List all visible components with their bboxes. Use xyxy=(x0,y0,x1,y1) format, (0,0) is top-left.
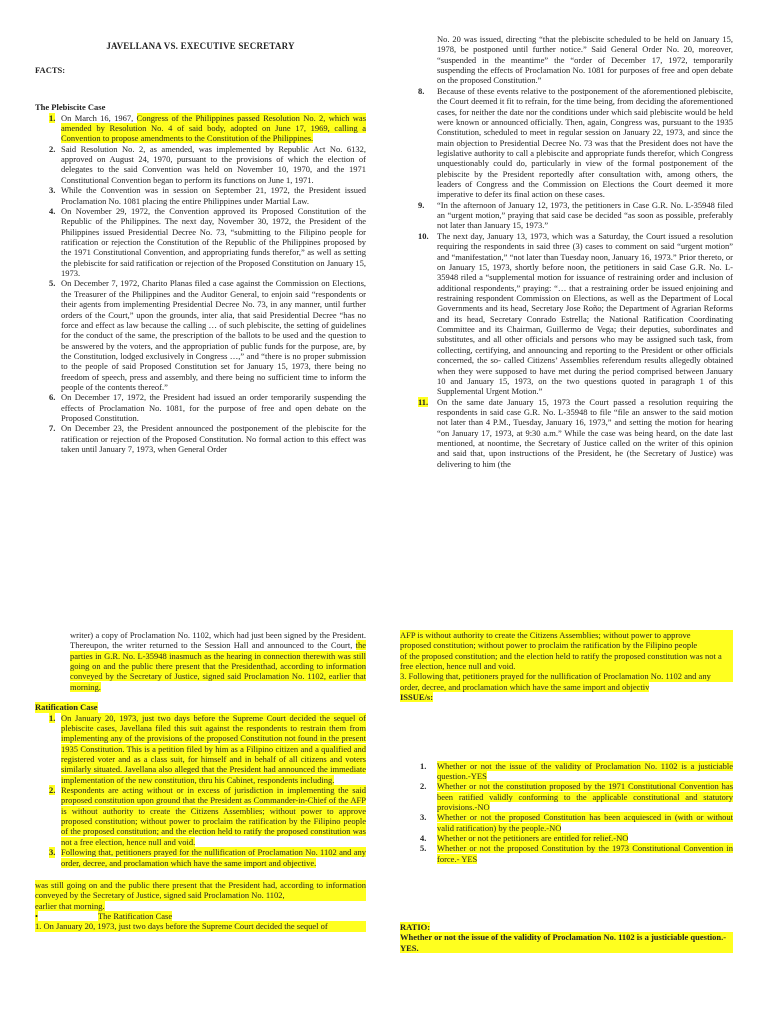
ratification-items-list xyxy=(35,713,366,868)
page2-right-column xyxy=(400,630,733,953)
item-text: Whether or not the constitution proposed by the 1971 Constitutional Convention has been ratified validly conforming to the applicable constitutional and statutory provisions.-NO xyxy=(437,781,733,812)
item-number: 6. xyxy=(49,392,56,403)
issues-list xyxy=(400,761,733,865)
list-item xyxy=(400,812,733,833)
item-text: On January 20, 1973, just two days before the Supreme Court decided the sequel of plebiscite cases, Javellana filed this suit against the respondents to restrain them from implementing any of the provisions of the proposed Constitution not found in the present 1935 Constitution. This is a petition filed by him as a Filipino citizen and a qualified and registered voter and as a class suit, for himself and in behalf of all citizens and voters similarly situated. Javellana also alleged that the President had announced the immediate implementation of the new constitution, thru his Cabinet, respondents including. xyxy=(61,712,366,785)
item-text: On March 16, 1967, xyxy=(61,112,137,123)
continuation-paragraph: No. 20 was issued, directing “that the plebiscite scheduled to be held on January 15, 1978, be postponed until further notice.” Said General Order No. 20, moreover, “suspended in the meantime” the “order of December 17, 1972, temporarily suspending the effects of Proclamation No. 1081 for purposes of free and open debate on the proposed Constitution.” xyxy=(437,34,733,86)
item-text: Whether or not the issue of the validity of Proclamation No. 1102 is a justiciable question.-YES xyxy=(437,760,733,781)
plebiscite-heading: The Plebiscite Case xyxy=(35,102,106,113)
item-number: 3. xyxy=(49,185,56,196)
pasted-line: AFP is without authority to create the Citizens Assemblies; without power to approve xyxy=(400,630,733,640)
item-text: Respondents are acting without or in excess of jurisdiction in implementing the said proposed constitution upon ground that the President as Commander-in-Chief of the AFP is without authority to create the Citizens Assemblies; without power to approve proposed constitution; without power to proclaim the ratification by the Filipino people of the proposed constitution; and the election held to ratify the proposed constitution was not a free election, hence null and void. xyxy=(61,785,366,847)
item-text: On December 7, 1972, Charito Planas filed a case against the Commission on Elections, the Treasurer of the Philippines and the Auditor General, to enjoin said “respondents or their agents from implementing Presidential Decree No. 73, in any manner, until further orders of the Court,” upon the grounds, inter alia, that said Presidential Decree “has no force and effect as law because the calling … of such plebiscite, the setting of guidelines for the conduct of the same, the prescription of the ballots to be used and the question to be answered by the voters, and the appropriation of public funds for the purpose, are, by the Constitution, lodged exclusively in Congress …,” and “there is no proper submission to the people of said Proposed Constitution set for January 15, 1973, there being no freedom of speech, press and assembly, and there being no sufficient time to inform the people of the contents thereof.” xyxy=(61,278,366,393)
item-number: 10. xyxy=(418,230,429,241)
plebiscite-items-list-continued xyxy=(400,86,733,469)
continuation-paragraph xyxy=(35,630,366,692)
item-text: The next day, January 13, 1973, which was a Saturday, the Court issued a resolution requiring the respondents in said three (3) cases to comment on said “urgent motion” and “manifestation,” “not later than Tuesday noon, January 16, 1973.” Prior thereto, or on January 15, 1973, shortly before noon, the petitioners in said Case G.R. No. L-35948 riled a “supplemental motion for issuance of restraining order and inclusion of additional respondents,” praying: “… that a restraining order be issued enjoining and restraining respondent Commission on Elections, as well as the Department of Local Governments and its head, Secretary Jose Roño; the Department of Agrarian Reforms and its head, Secretary Conrado Estrella; the National Ratification Coordinating Committee and its Chairman, Guillermo de Vega; their deputies, subordinates and substitutes, and all other officials and persons who may be assigned such task, from collecting, certifying, and announcing and reporting to the President or other officials concerned, the so- called Citizens’ Assemblies referendum results allegedly obtained when they were supposed to have met during the period comprised between January 10 and January 15, 1973, on the two questions quoted in paragraph 1 of this Supplemental Urgent Motion.” xyxy=(437,230,733,397)
list-item xyxy=(400,231,733,397)
item-number: 1. xyxy=(49,712,56,723)
page1-left-column xyxy=(35,41,366,455)
list-item xyxy=(400,397,733,470)
pasted-line: order, decree, and proclamation which have the same import and objectiv xyxy=(400,681,650,692)
list-item xyxy=(35,847,366,868)
item-text: While the Convention was in session on September 21, 1972, the President issued Proclamation No. 1081 placing the entire Philippines under Martial Law. xyxy=(61,185,366,206)
item-number: 1. xyxy=(49,112,56,123)
pasted-line: earlier that morning. xyxy=(35,900,105,911)
item-number: 5. xyxy=(49,278,56,289)
item-number: 3. xyxy=(420,812,427,823)
item-text: On November 29, 1972, the Convention approved its Proposed Constitution of the Republic of the Philippines. The next day, November 30, 1972, the President of the Philippines issued Presidential Decree No. 73, “submitting to the Filipino people for ratification or rejection the Constitution of the Republic of the Philippines proposed by the 1971 Constitutional Convention, and appropriating funds therefor,” as well as setting the plebiscite for said ratification or rejection of the Proposed Constitution on January 15, 1973. xyxy=(61,205,366,279)
ratio-label: RATIO: xyxy=(400,922,431,933)
list-item xyxy=(35,113,366,144)
ratification-heading: Ratification Case xyxy=(35,702,98,713)
pasted-line: The Ratification Case xyxy=(97,910,173,921)
page2-left-column xyxy=(35,630,366,932)
list-item xyxy=(35,785,366,847)
item-text: Following that, petitioners prayed for the nullification of Proclamation No. 1102 and any order, decree, and proclamation which have the same import and objective. xyxy=(61,847,366,868)
item-text: Whether or not the proposed Constitution by the 1973 Constitutional Convention in force.- YES xyxy=(437,843,733,864)
continuation-text: writer) a copy of Proclamation No. 1102, which had just been signed by the President. Thereupon, the writer returned to the Session Hall and announced to the Court, xyxy=(70,630,366,651)
item-number: 5. xyxy=(420,843,427,854)
item-number: 3. xyxy=(49,847,56,858)
item-text: On December 17, 1972, the President had issued an order temporarily suspending the effects of Proclamation No. 1081, for the purpose of free and open debate on the Proposed Constitution. xyxy=(61,392,366,424)
list-item xyxy=(400,200,733,231)
item-number: 7. xyxy=(49,423,56,434)
item-text: On the same date January 15, 1973 the Court passed a resolution requiring the respondents in said case G.R. No. L-35948 to file “file an answer to the said motion not later than 4 P.M., Tuesday, January 16, 1973,” and setting the motion for hearing “on January 17, 1973, at 9:30 a.m.” While the case was being heard, on the date last mentioned, at noontime, the Secretary of Justice called on the writer of this opinion and said that, upon instructions of the President, he (the Secretary of Justice) was delivering to him (the xyxy=(437,396,733,469)
bullet: • xyxy=(35,910,38,921)
list-item xyxy=(35,392,366,423)
list-item xyxy=(35,144,366,185)
list-item xyxy=(400,86,733,200)
list-item xyxy=(35,185,366,206)
pasted-line: of the proposed constitution; and the election held to ratify the proposed constitution was not a free election, hence null and void. xyxy=(400,651,733,672)
continuation-highlighted-text: the parties in G.R. No. L-35948 inasmuch as the hearing in connection therewith was still going on and the public there present that the Presidenthad, according to information conveyed by the Secretary of Justice, signed said Proclamation No. 1102, earlier that morning. xyxy=(70,640,366,692)
pasted-text-block xyxy=(35,880,366,932)
item-number: 9. xyxy=(418,199,425,210)
item-number: 4. xyxy=(49,205,56,216)
page1-right-column xyxy=(400,34,733,469)
item-text: On December 23, the President announced the postponement of the plebiscite for the ratification or rejection of the Proposed Constitution. No formal action to this effect was taken until January 7, 1973, when General Order xyxy=(61,423,366,455)
document-title: JAVELLANA VS. EXECUTIVE SECRETARY xyxy=(106,41,295,51)
list-item xyxy=(400,781,733,812)
item-number: 2. xyxy=(420,781,427,792)
list-item xyxy=(400,761,733,782)
item-number: 8. xyxy=(418,85,425,96)
list-item xyxy=(35,423,366,454)
item-text: Whether or not the proposed Constitution has been acquiesced in (with or without valid ratification) by the people.-NO xyxy=(437,812,733,833)
item-highlighted-text: Congress of the Philippines passed Resolution No. 2, which was amended by Resolution No. 4 of said body, adopted on June 17, 1969, calling a Convention to propose amendments to the Constitution of the Philippines. xyxy=(61,112,367,144)
item-number: 2. xyxy=(49,785,56,796)
ratio-text: Whether or not the issue of the validity of Proclamation No. 1102 is a justiciable question.- YES. xyxy=(400,932,733,953)
list-item xyxy=(400,843,733,864)
facts-label: FACTS: xyxy=(35,64,66,75)
item-number: 1. xyxy=(420,760,427,771)
item-number: 2. xyxy=(49,143,56,154)
item-text: “In the afternoon of January 12, 1973, the petitioners in Case G.R. No. L-35948 filed an “urgent motion,” praying that said case be decided “as soon as possible, preferably not later than January 15, 1973.” xyxy=(437,199,733,231)
plebiscite-items-list xyxy=(35,113,366,455)
list-item xyxy=(35,713,366,786)
item-number: 4. xyxy=(420,833,427,844)
pasted-arguments-block xyxy=(400,630,733,692)
item-text: Said Resolution No. 2, as amended, was implemented by Republic Act No. 6132, approved on August 24, 1970, pursuant to the provisions of which the election of delegates to the said Convention was held on November 10, 1970, and the 1971 Constitutional Convention began to perform its functions on June 1, 1971. xyxy=(61,143,366,185)
item-text: Whether or not the petitioners are entitled for relief.-NO xyxy=(437,833,629,844)
pasted-line: was still going on and the public there present that the President had, according to information conveyed by the Secretary of Justice, signed said Proclamation No. 1102, xyxy=(35,879,366,901)
list-item xyxy=(400,833,733,843)
list-item xyxy=(35,278,366,392)
list-item xyxy=(35,206,366,279)
item-text: Because of these events relative to the postponement of the aforementioned plebiscite, the Court deemed it fit to refrain, for the time being, from deciding the aforementioned cases, for neither the date nor the conditions under which said plebiscite would be held were known or announced officially. Then, again, Congress was, pursuant to the 1935 Constitution, scheduled to meet in regular session on January 22, 1973, and since the main objection to Presidential Decree No. 73 was that the President does not have the legislative authority to call a plebiscite and appropriate funds therefor, which Congress unquestionably could do, particularly in view of the formal postponement of the plebiscite by the President reportedly after consultation with, among others, the leaders of Congress and the Commission on Elections the Court deemed it more imperative to defer its final action on these cases. xyxy=(437,85,733,200)
pasted-line: 3. Following that, petitioners prayed for the nullification of Proclamation No. 1102 and any xyxy=(400,671,733,681)
pasted-line: 1. On January 20, 1973, just two days before the Supreme Court decided the sequel of xyxy=(35,921,366,931)
item-number: 11. xyxy=(418,396,429,407)
issues-label: ISSUE/s: xyxy=(400,692,434,703)
pasted-line: proposed constitution; without power to proclaim the ratification by the Filipino people xyxy=(400,640,733,650)
